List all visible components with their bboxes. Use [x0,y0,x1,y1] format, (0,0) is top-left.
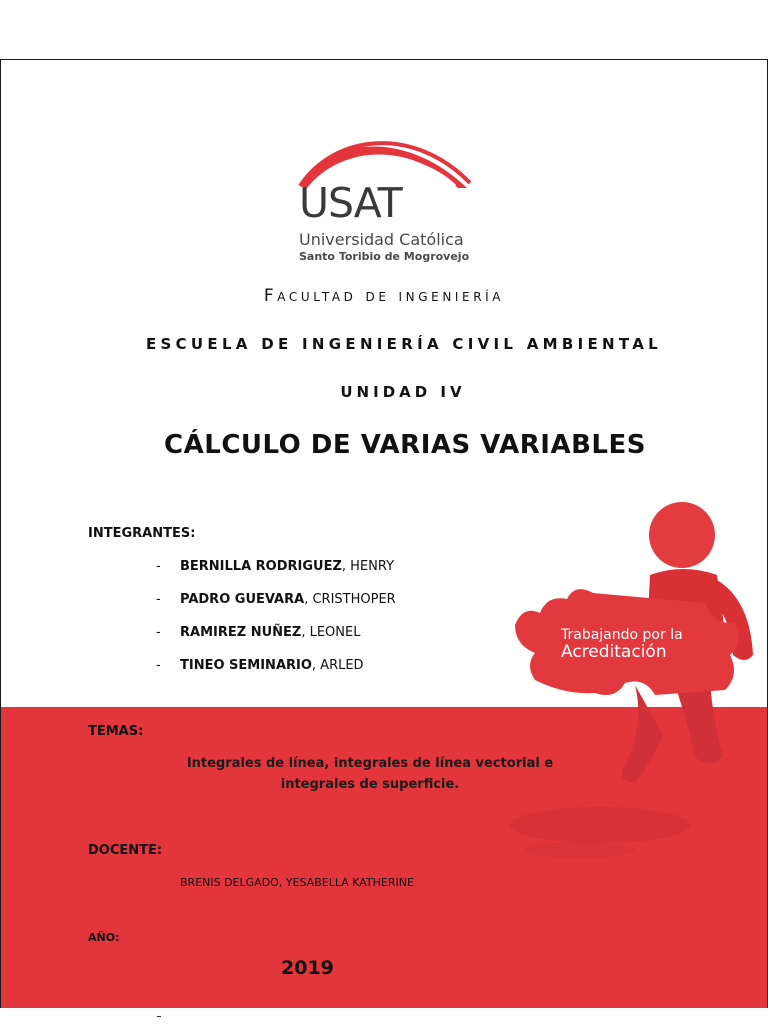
member-name: , CRISTHOPER [304,592,396,607]
members-list [156,557,396,689]
list-item [156,557,396,590]
badge-line2: Acreditación [561,642,667,662]
faculty-text: Facultad de ingeniería [263,286,505,306]
badge-line1: Trabajando por la [561,627,683,643]
list-item [156,623,396,656]
school-heading [20,335,768,353]
faculty-heading [0,286,768,306]
usat-logo [295,128,475,268]
member-surnames: TINEO SEMINARIO [180,658,312,673]
bullet: - [156,592,161,607]
school-text: ESCUELA DE INGENIERÍA CIVIL AMBIENTAL [145,335,663,353]
anio-label: AÑO: [88,931,120,944]
docente-label: DOCENTE: [88,843,163,858]
docente-name: BRENIS DELGADO, YESABELLA KATHERINE [180,876,414,889]
member-name: , HENRY [341,559,395,574]
member-name: , LEONEL [301,625,361,640]
integrantes-label: INTEGRANTES: [88,526,196,541]
logo-patron: Santo Toribio de Mogrovejo [299,250,470,263]
temas-text: Integrales de línea, integrales de línea vectorial e integrales de superficie. [186,756,554,792]
bullet: - [156,559,161,574]
member-surnames: PADRO GUEVARA [180,592,305,607]
accreditation-mascot-icon [505,495,768,865]
logo-university: Universidad Católica [299,230,464,249]
member-surnames: BERNILLA RODRIGUEZ [180,559,342,574]
member-name: , ARLED [311,658,364,673]
bullet: - [156,658,161,673]
year-value: 2019 [281,957,334,979]
temas-label: TEMAS: [88,724,144,739]
bullet: - [156,625,161,640]
list-item [156,656,396,689]
unit-heading: UNIDAD IV [340,383,466,401]
member-surnames: RAMIREZ NUÑEZ [180,625,302,640]
stray-mark [157,1016,161,1017]
logo-acronym: USAT [299,179,402,227]
course-title: CÁLCULO DE VARIAS VARIABLES [164,430,646,460]
list-item [156,590,396,623]
